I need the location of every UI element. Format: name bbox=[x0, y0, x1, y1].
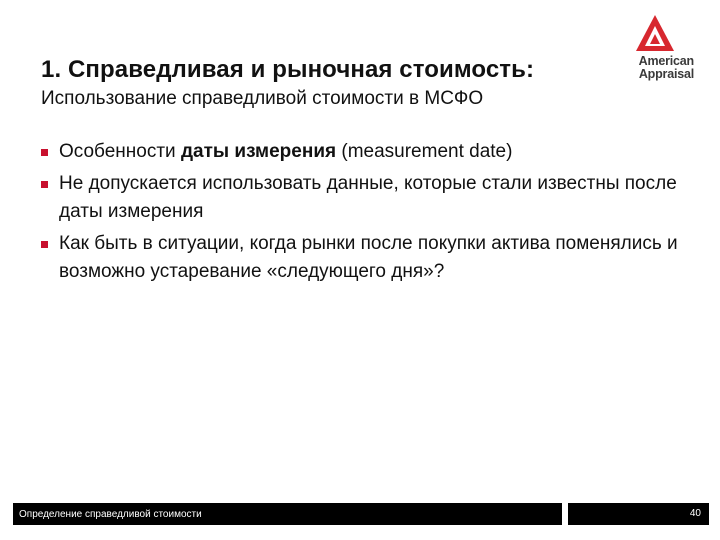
bullet-item-measurement-date bbox=[41, 138, 691, 167]
bullet-text-pre: Особенности bbox=[59, 141, 181, 162]
bullet-text: Не допускается использовать данные, которые стали известны после даты измерения bbox=[59, 172, 677, 222]
slide-subtitle: Использование справедливой стоимости в МСФО bbox=[41, 88, 484, 109]
bullet-list bbox=[41, 138, 691, 290]
footer bbox=[13, 503, 709, 525]
bullet-marker-icon bbox=[41, 241, 48, 248]
slide-title: 1. Справедливая и рыночная стоимость: bbox=[41, 56, 535, 83]
american-appraisal-logo bbox=[606, 14, 702, 86]
bullet-text-bold: даты измерения bbox=[180, 141, 337, 162]
bullet-marker-icon bbox=[41, 149, 48, 156]
bullet-marker-icon bbox=[41, 181, 48, 188]
bullet-item-market-change bbox=[41, 230, 691, 287]
footer-bar bbox=[13, 503, 562, 525]
logo-text-line1: American bbox=[638, 54, 694, 68]
logo-text-line2: Appraisal bbox=[638, 67, 694, 81]
triangle-logo-icon bbox=[635, 14, 675, 52]
bullet-item-no-later-data bbox=[41, 170, 691, 227]
page-number: 40 bbox=[689, 508, 701, 519]
bullet-text-post: (measurement date) bbox=[336, 141, 513, 162]
bullet-text: Как быть в ситуации, когда рынки после покупки актива поменялись и возможно устаревание «следующего дня»? bbox=[59, 232, 678, 282]
footer-text: Определение справедливой стоимости bbox=[19, 509, 202, 520]
page-number-box bbox=[568, 503, 709, 525]
